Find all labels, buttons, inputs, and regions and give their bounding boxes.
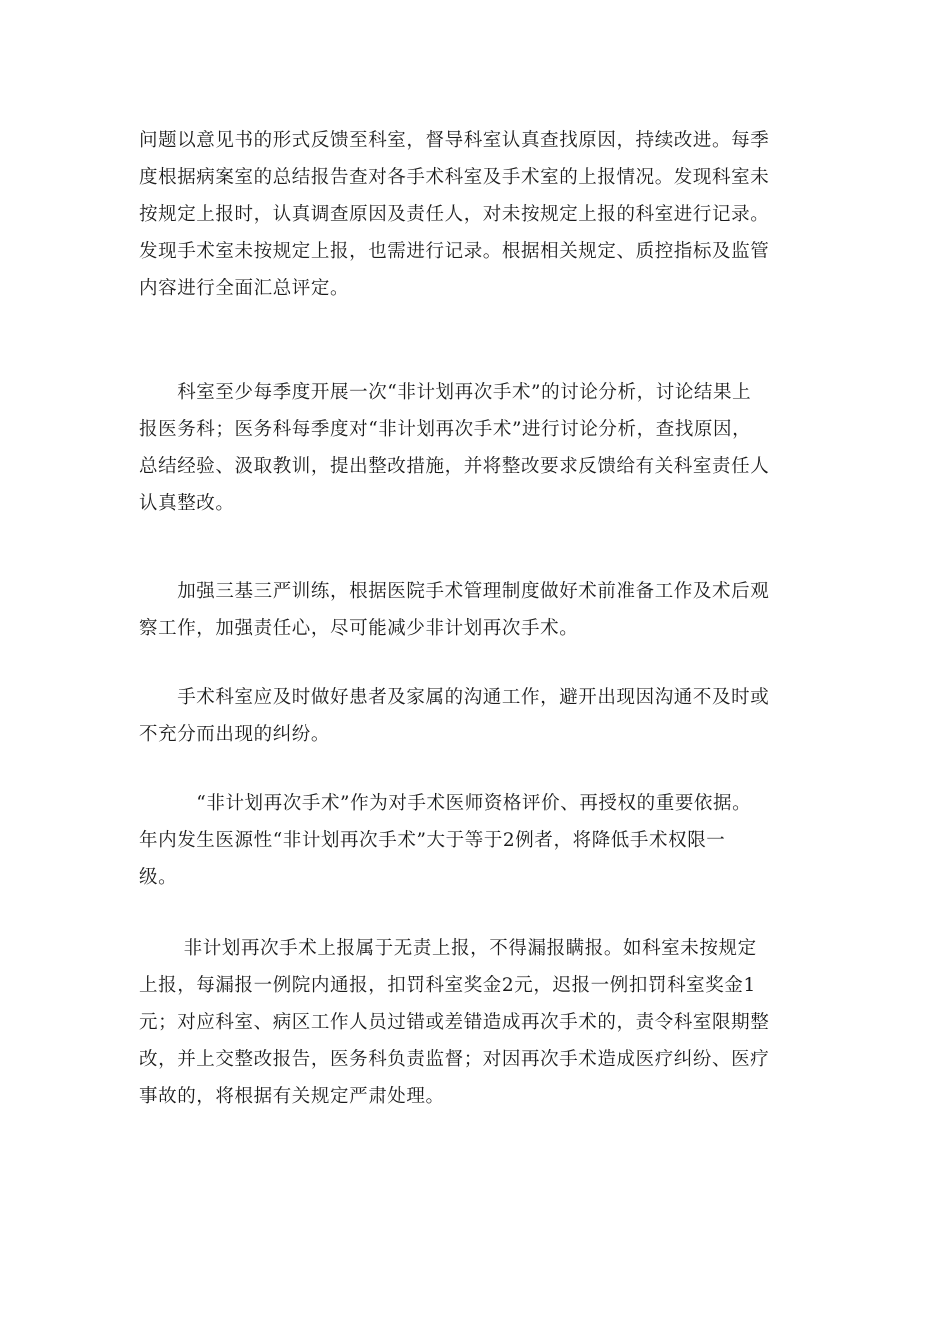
text-line: 认真整改。 (139, 493, 235, 514)
paragraph-reporting-penalties (139, 930, 819, 1115)
text-line: 上报，每漏报一例院内通报，扣罚科室奖金2元，迟报一例扣罚科室奖金1 (139, 975, 756, 996)
text-line: 问题以意见书的形式反馈至科室，督导科室认真查找原因，持续改进。每季 (139, 130, 770, 151)
text-line: 不充分而出现的纠纷。 (139, 724, 331, 745)
text-line: 度根据病案室的总结报告查对各手术科室及手术室的上报情况。发现科室未 (139, 167, 770, 188)
text-line: 察工作，加强责任心，尽可能减少非计划再次手术。 (139, 618, 579, 639)
paragraph-qualification-evaluation (139, 785, 819, 896)
text-line: 内容进行全面汇总评定。 (139, 278, 350, 299)
text-line: 加强三基三严训练，根据医院手术管理制度做好术前准备工作及术后观 (139, 581, 770, 602)
paragraph-training (139, 573, 819, 647)
text-line: 级。 (139, 867, 178, 888)
text-line: 发现手术室未按规定上报，也需进行记录。根据相关规定、质控指标及监管 (139, 241, 770, 262)
text-line: 报医务科；医务科每季度对“非计划再次手术”进行讨论分析，查找原因， (139, 419, 752, 440)
paragraph-feedback-and-review (139, 122, 819, 307)
text-line: 手术科室应及时做好患者及家属的沟通工作，避开出现因沟通不及时或 (139, 687, 770, 708)
text-line: “非计划再次手术”作为对手术医师资格评价、再授权的重要依据。 (139, 793, 752, 814)
text-line: 非计划再次手术上报属于无责上报，不得漏报瞒报。如科室未按规定 (139, 938, 757, 959)
text-line: 科室至少每季度开展一次“非计划再次手术”的讨论分析，讨论结果上 (139, 382, 752, 403)
text-line: 年内发生医源性“非计划再次手术”大于等于2例者，将降低手术权限一 (139, 830, 726, 851)
text-line: 按规定上报时，认真调查原因及责任人，对未按规定上报的科室进行记录。 (139, 204, 770, 225)
text-line: 元；对应科室、病区工作人员过错或差错造成再次手术的，责令科室限期整 (139, 1012, 770, 1033)
text-line: 总结经验、汲取教训，提出整改措施，并将整改要求反馈给有关科室责任人 (139, 456, 770, 477)
paragraph-communication (139, 679, 819, 753)
paragraph-quarterly-discussion (139, 374, 819, 522)
text-line: 改，并上交整改报告，医务科负责监督；对因再次手术造成医疗纠纷、医疗 (139, 1049, 770, 1070)
text-line: 事故的，将根据有关规定严肃处理。 (139, 1086, 445, 1107)
